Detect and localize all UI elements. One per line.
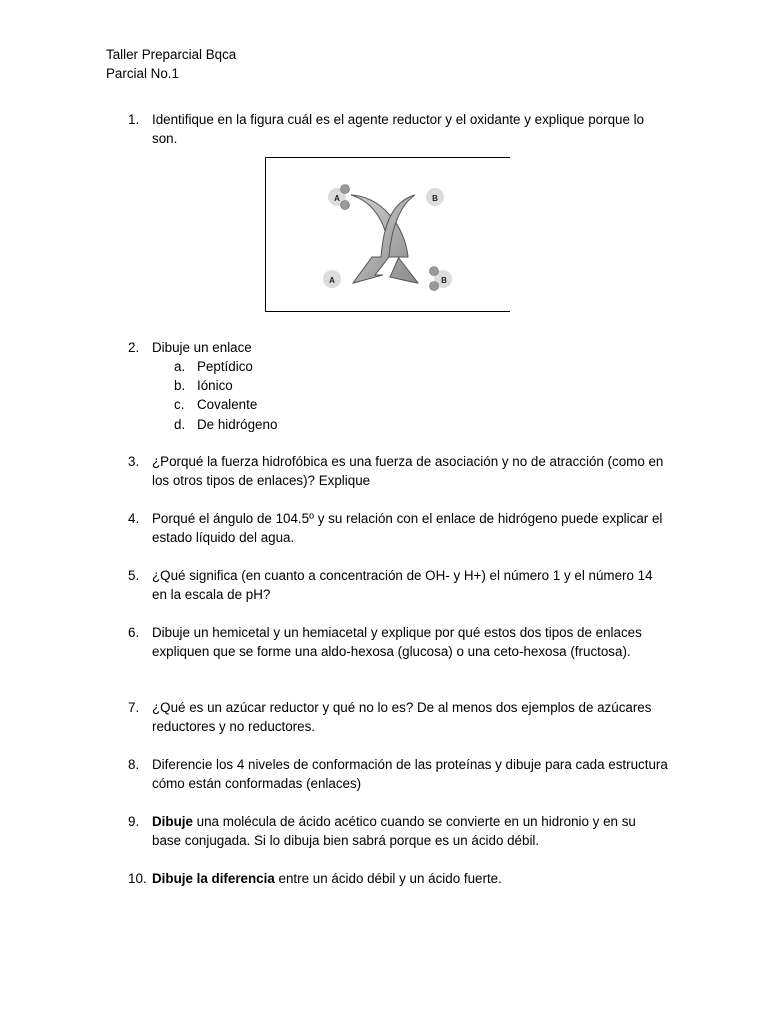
question-body: una molécula de ácido acético cuando se convierte en un hidronio y en su base conjugada. Si lo dibuja bien sabrá porque es un ácido débil. bbox=[152, 814, 636, 848]
question-2 bbox=[128, 338, 668, 357]
question-number: 3. bbox=[128, 454, 140, 469]
question-number: 2. bbox=[128, 340, 140, 355]
question-number: 5. bbox=[128, 568, 140, 583]
question-6 bbox=[128, 623, 668, 661]
question-text bbox=[152, 812, 668, 850]
electron-icon bbox=[430, 282, 439, 291]
electron-icon bbox=[341, 201, 350, 210]
molecule-b-top-label: B bbox=[432, 194, 438, 203]
header-subtitle: Parcial No.1 bbox=[106, 66, 179, 81]
list-label: Covalente bbox=[197, 397, 258, 413]
question-4 bbox=[128, 509, 668, 547]
electron-icon bbox=[430, 267, 439, 276]
question-1 bbox=[128, 110, 668, 148]
document-header bbox=[106, 45, 236, 83]
question-number: 6. bbox=[128, 625, 140, 640]
question-emphasis: Dibuje la diferencia bbox=[152, 871, 275, 886]
question-number: 1. bbox=[128, 112, 140, 127]
question-emphasis: Dibuje bbox=[152, 814, 193, 829]
question-body: entre un ácido débil y un ácido fuerte. bbox=[274, 871, 502, 886]
question-8 bbox=[128, 755, 668, 793]
question-9 bbox=[128, 812, 668, 850]
question-3 bbox=[128, 452, 668, 490]
list-label: Iónico bbox=[197, 378, 233, 394]
question-number: 7. bbox=[128, 700, 140, 715]
question-5 bbox=[128, 566, 668, 604]
header-title: Taller Preparcial Bqca bbox=[106, 47, 237, 62]
redox-diagram bbox=[265, 157, 510, 312]
question-text: Identifique en la figura cuál es el agente reductor y el oxidante y explique porque lo son. bbox=[152, 112, 645, 146]
redox-figure bbox=[265, 157, 510, 312]
molecule-a-top-label: A bbox=[334, 194, 340, 203]
list-letter: d. bbox=[174, 416, 186, 432]
molecule-a-bottom-label: A bbox=[329, 276, 335, 285]
question-number: 4. bbox=[128, 511, 140, 526]
list-label: Peptídico bbox=[197, 359, 253, 374]
list-letter: c. bbox=[174, 397, 185, 413]
list-letter: b. bbox=[174, 378, 186, 394]
question-text: Dibuje un hemicetal y un hemiacetal y explique por qué estos dos tipos de enlaces expliquen que se forme una aldo-hexosa (glucosa) o una ceto-hexosa (fructosa). bbox=[152, 625, 642, 659]
electron-icon bbox=[341, 185, 350, 194]
question-text: Diferencie los 4 niveles de conformación de las proteínas y dibuje para cada estructura cómo están conformadas (enlaces) bbox=[152, 757, 668, 791]
question-number: 10. bbox=[128, 871, 147, 886]
question-text: Dibuje un enlace bbox=[152, 340, 252, 355]
list-label: De hidrógeno bbox=[197, 416, 278, 432]
question-text bbox=[152, 869, 668, 888]
question-7 bbox=[128, 698, 668, 736]
molecule-b-bottom-label: B bbox=[441, 276, 447, 285]
question-text: ¿Qué es un azúcar reductor y qué no lo es? De al menos dos ejemplos de azúcares reductores y no reductores. bbox=[152, 700, 652, 734]
list-letter: a. bbox=[174, 359, 186, 374]
question-10 bbox=[128, 869, 668, 888]
question-text: ¿Qué significa (en cuanto a concentración de OH- y H+) el número 1 y el número 14 en la escala de pH? bbox=[152, 568, 653, 602]
question-number: 8. bbox=[128, 757, 140, 772]
question-text: ¿Porqué la fuerza hidrofóbica es una fuerza de asociación y no de atracción (como en los otros tipos de enlaces)? Explique bbox=[152, 454, 664, 488]
question-number: 9. bbox=[128, 814, 140, 829]
question-text: Porqué el ángulo de 104.5º y su relación con el enlace de hidrógeno puede explicar el estado líquido del agua. bbox=[152, 511, 663, 545]
